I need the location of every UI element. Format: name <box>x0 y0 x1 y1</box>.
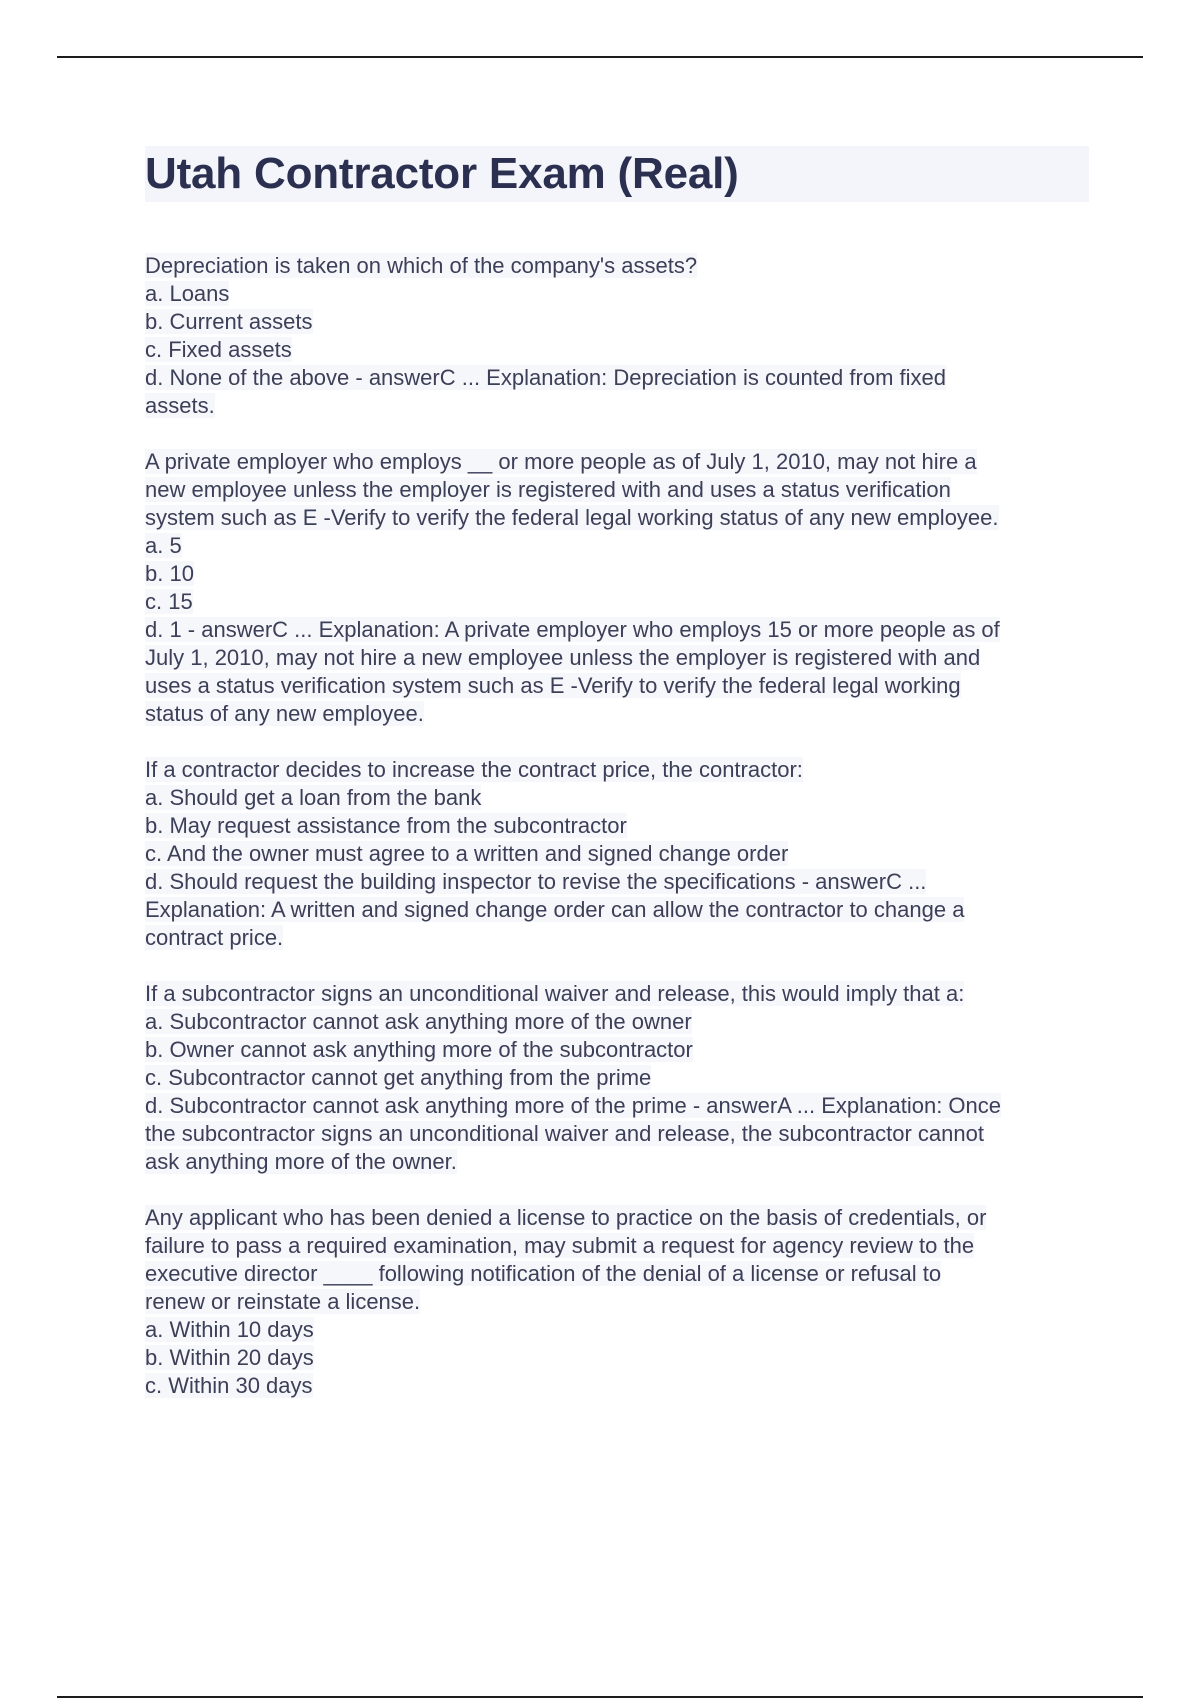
answer-option: c. Fixed assets <box>145 337 292 362</box>
question-text: new employee unless the employer is registered with and uses a status verification <box>145 477 951 502</box>
explanation-text: status of any new employee. <box>145 701 424 726</box>
answer-option: d. Subcontractor cannot ask anything more of the prime - answerA ... Explanation: Once <box>145 1093 1002 1118</box>
question-text: executive director ____ following notification of the denial of a license or refusal to <box>145 1261 942 1286</box>
answer-option: a. 5 <box>145 533 182 558</box>
explanation-text: the subcontractor signs an unconditional waiver and release, the subcontractor cannot <box>145 1121 984 1146</box>
answer-option: a. Subcontractor cannot ask anything more of the owner <box>145 1009 692 1034</box>
question-text: If a subcontractor signs an unconditional waiver and release, this would imply that a: <box>145 981 965 1006</box>
answer-option: c. And the owner must agree to a written and signed change order <box>145 841 789 866</box>
header-rule <box>57 56 1143 58</box>
explanation-text: assets. <box>145 393 215 418</box>
explanation-text: ask anything more of the owner. <box>145 1149 457 1174</box>
question-text: renew or reinstate a license. <box>145 1289 421 1314</box>
question-text: If a contractor decides to increase the contract price, the contractor: <box>145 757 803 782</box>
explanation-text: contract price. <box>145 925 284 950</box>
answer-option: d. Should request the building inspector to revise the specifications - answerC ... <box>145 869 927 894</box>
question-block-2 <box>145 448 1089 728</box>
title-band <box>145 146 1089 202</box>
answer-option: a. Within 10 days <box>145 1317 314 1342</box>
answer-option: b. Current assets <box>145 309 313 334</box>
answer-option: c. Subcontractor cannot get anything from the prime <box>145 1065 652 1090</box>
explanation-text: July 1, 2010, may not hire a new employee unless the employer is registered with and <box>145 645 981 670</box>
explanation-text: Explanation: A written and signed change order can allow the contractor to change a <box>145 897 965 922</box>
answer-option: d. 1 - answerC ... Explanation: A private employer who employs 15 or more people as of <box>145 617 1000 642</box>
answer-option: b. Within 20 days <box>145 1345 314 1370</box>
answer-option: b. Owner cannot ask anything more of the subcontractor <box>145 1037 693 1062</box>
document-body <box>145 146 1089 1428</box>
question-text: A private employer who employs __ or more people as of July 1, 2010, may not hire a <box>145 449 977 474</box>
question-text: failure to pass a required examination, may submit a request for agency review to the <box>145 1233 975 1258</box>
question-text: system such as E -Verify to verify the federal legal working status of any new employee. <box>145 505 999 530</box>
question-text: Any applicant who has been denied a license to practice on the basis of credentials, or <box>145 1205 987 1230</box>
answer-option: b. May request assistance from the subcontractor <box>145 813 627 838</box>
question-block-4 <box>145 980 1089 1176</box>
question-block-3 <box>145 756 1089 952</box>
question-block-5 <box>145 1204 1089 1400</box>
question-block-1 <box>145 252 1089 420</box>
document-title: Utah Contractor Exam (Real) <box>145 149 739 198</box>
answer-option: c. 15 <box>145 589 193 614</box>
question-text: Depreciation is taken on which of the company's assets? <box>145 253 698 278</box>
answer-option: a. Should get a loan from the bank <box>145 785 482 810</box>
answer-option: a. Loans <box>145 281 230 306</box>
answer-option: d. None of the above - answerC ... Explanation: Depreciation is counted from fixed <box>145 365 946 390</box>
explanation-text: uses a status verification system such as E -Verify to verify the federal legal working <box>145 673 961 698</box>
answer-option: c. Within 30 days <box>145 1373 313 1398</box>
footer-rule <box>57 1696 1143 1698</box>
answer-option: b. 10 <box>145 561 194 586</box>
